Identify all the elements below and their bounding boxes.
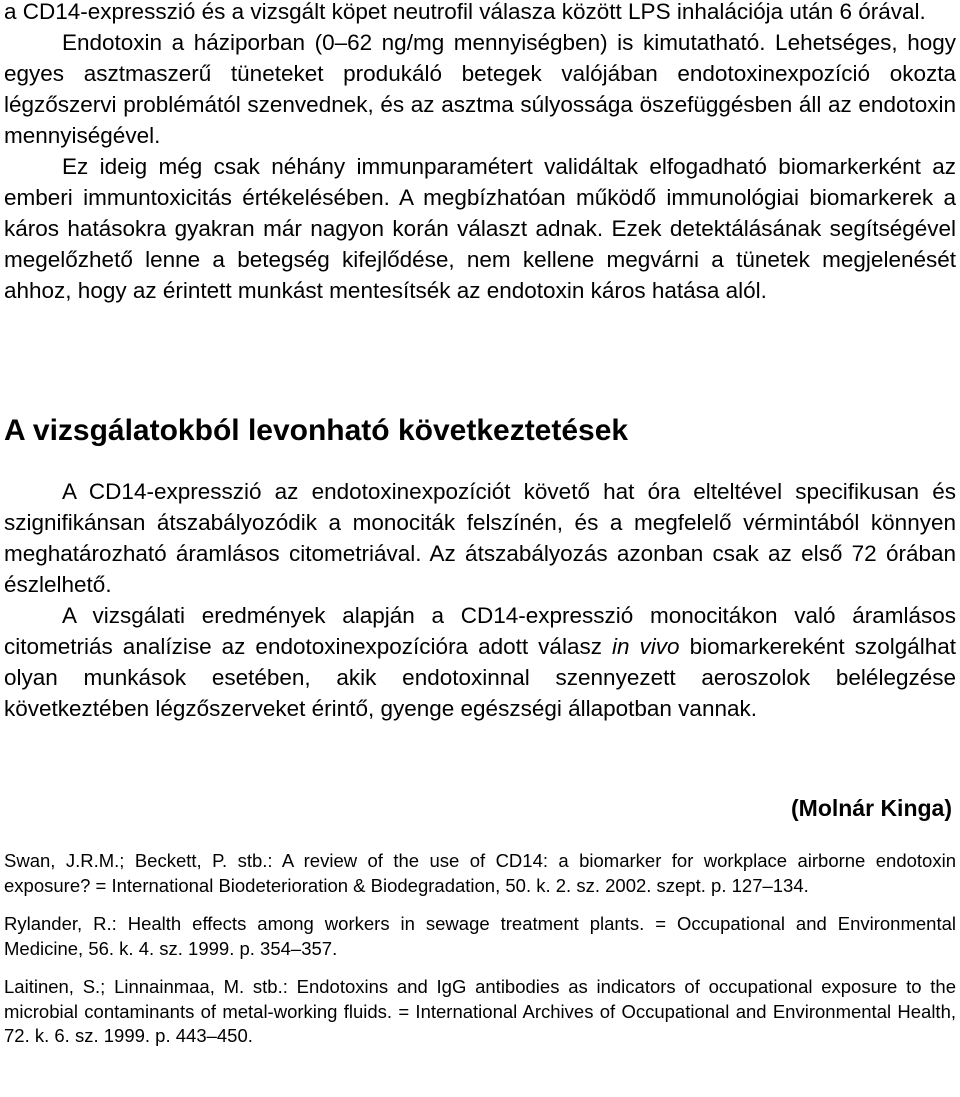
reference-item: Laitinen, S.; Linnainmaa, M. stb.: Endotoxins and IgG antibodies as indicators of occupational exposure to the microbial contaminants of metal-working fluids. = International Archives of Occupational and Environmental Health, 72. k. 6. sz. 1999. p. 443–450.	[4, 976, 956, 1046]
paragraph-biomarker-validation: Ez ideig még csak néhány immunparamétert validáltak elfogadható biomarkerként az emberi immuntoxicitás értékelésében. A megbízhatóan működő immunológiai biomarkerek a káros hatásokra gyakran már nagyon korán választ adnak. Ezek detektálásának segítségével megelőzhető lenne a betegség kifejlődése, nem kellene megvárni a tünetek megjelenését ahhoz, hogy az érintett munkást mentesítsék az endotoxin káros hatása alól.	[4, 154, 956, 303]
intro-text	[4, 0, 956, 306]
author-signature: (Molnár Kinga)	[791, 795, 952, 821]
reference-item: Swan, J.R.M.; Beckett, P. stb.: A review of the use of CD14: a biomarker for workplace airborne endotoxin exposure? = International Biodeterioration & Biodegradation, 50. k. 2. sz. 2002. szept. p. 127–134.	[4, 850, 956, 896]
references-list	[4, 849, 956, 1049]
reference-item: Rylander, R.: Health effects among workers in sewage treatment plants. = Occupational and Environmental Medicine, 56. k. 4. sz. 1999. p. 354–357.	[4, 913, 956, 959]
italic-term: in vivo	[612, 634, 680, 659]
paragraph-cd14-regulation: A CD14-expresszió az endotoxinexpozíciót követő hat óra elteltével specifikusan és szignifikánsan átszabályozódik a monociták felszínén, és a megfelelő vérmintából könnyen meghatározható áramlásos citometriával. Az átszabályozás azonban csak az első 72 órában észlelhető.	[4, 479, 956, 597]
paragraph-in-vivo-biomarker	[4, 600, 956, 724]
paragraph-text: A vizsgálati eredmények alapján a CD14-expresszió monocitákon való áramlásos citometriás analízise az endotoxinexpozícióra adott válasz	[4, 603, 956, 659]
paragraph-continuation: a CD14-expresszió és a vizsgált köpet neutrofil válasza között LPS inhalációja után 6 órával.	[4, 0, 926, 24]
paragraph-text: biomarkereként szolgálhat olyan munkások esetében, akik endotoxinnal szennyezett aeroszolok belélegzése következtében légzőszerveket érintő, gyenge egészségi állapotban vannak.	[4, 634, 957, 721]
paragraph-house-dust-endotoxin: Endotoxin a háziporban (0–62 ng/mg mennyiségben) is kimutatható. Lehetséges, hogy egyes asztmaszerű tüneteket produkáló betegek valójában endotoxinexpozíció okozta légzőszervi problémától szenvednek, és az asztma súlyossága öszefüggésben áll az endotoxin mennyiségével.	[4, 30, 956, 148]
conclusions-text	[4, 476, 956, 724]
section-heading: A vizsgálatokból levonható következtetések	[4, 414, 629, 447]
